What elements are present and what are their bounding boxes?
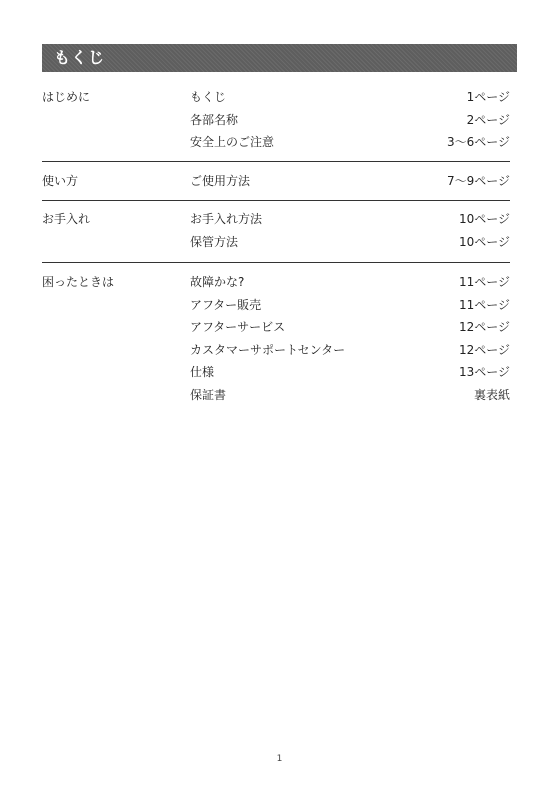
entry-label: 故障かな? xyxy=(190,275,245,289)
entry-label: アフター販売 xyxy=(190,297,262,312)
entry-label: もくじ xyxy=(190,90,227,104)
toc-entry[interactable] xyxy=(190,361,510,384)
entry-page: 11ページ xyxy=(458,275,510,289)
toc-entry[interactable] xyxy=(190,208,510,231)
section-divider xyxy=(42,200,510,201)
entry-label: 安全上のご注意 xyxy=(190,135,275,149)
section-title: 困ったときは xyxy=(42,275,115,289)
toc-section-introduction xyxy=(42,86,510,154)
toc-entry[interactable] xyxy=(190,231,510,254)
entry-label: お手入れ方法 xyxy=(190,212,263,226)
table-of-contents xyxy=(42,86,510,406)
toc-entry[interactable] xyxy=(190,339,510,362)
entry-page: 11ページ xyxy=(458,297,510,312)
section-title: はじめに xyxy=(42,90,91,104)
section-entries xyxy=(190,208,510,253)
entry-page: 1ページ xyxy=(466,90,510,104)
entry-label: 仕様 xyxy=(190,365,215,379)
entry-label: 保証書 xyxy=(190,387,227,402)
entry-page: 10ページ xyxy=(458,234,510,249)
toc-entry[interactable] xyxy=(190,131,510,154)
entry-page: 2ページ xyxy=(466,112,510,127)
entry-label: ご使用方法 xyxy=(190,173,251,188)
entry-page: 12ページ xyxy=(458,320,510,334)
toc-section-usage xyxy=(42,170,510,193)
toc-header-bar xyxy=(42,44,517,72)
section-divider xyxy=(42,262,510,263)
entry-label: 各部名称 xyxy=(190,112,239,127)
toc-entry[interactable] xyxy=(190,271,510,294)
entry-label: 保管方法 xyxy=(190,234,239,249)
section-divider xyxy=(42,161,510,162)
section-title: 使い方 xyxy=(42,173,79,188)
page-number: 1 xyxy=(276,754,283,764)
entry-label: カスタマーサポートセンター xyxy=(190,342,346,357)
toc-section-troubleshooting xyxy=(42,271,510,406)
section-entries xyxy=(190,170,510,193)
toc-entry[interactable] xyxy=(190,316,510,339)
entry-label: アフターサービス xyxy=(190,320,286,334)
toc-entry[interactable] xyxy=(190,384,510,407)
entry-page: 裏表紙 xyxy=(473,387,510,402)
entry-page: 12ページ xyxy=(458,342,510,357)
toc-header-title: もくじ xyxy=(54,48,106,67)
section-title: お手入れ xyxy=(42,212,91,226)
toc-section-care xyxy=(42,208,510,253)
entry-page: 10ページ xyxy=(458,212,510,226)
toc-entry[interactable] xyxy=(190,109,510,132)
section-entries xyxy=(190,86,510,154)
entry-page: 7〜9ページ xyxy=(446,173,510,188)
entry-page: 13ページ xyxy=(458,365,510,379)
toc-entry[interactable] xyxy=(190,170,510,193)
entry-page: 3〜6ページ xyxy=(446,135,510,149)
toc-entry[interactable] xyxy=(190,86,510,109)
toc-entry[interactable] xyxy=(190,294,510,317)
section-entries xyxy=(190,271,510,406)
